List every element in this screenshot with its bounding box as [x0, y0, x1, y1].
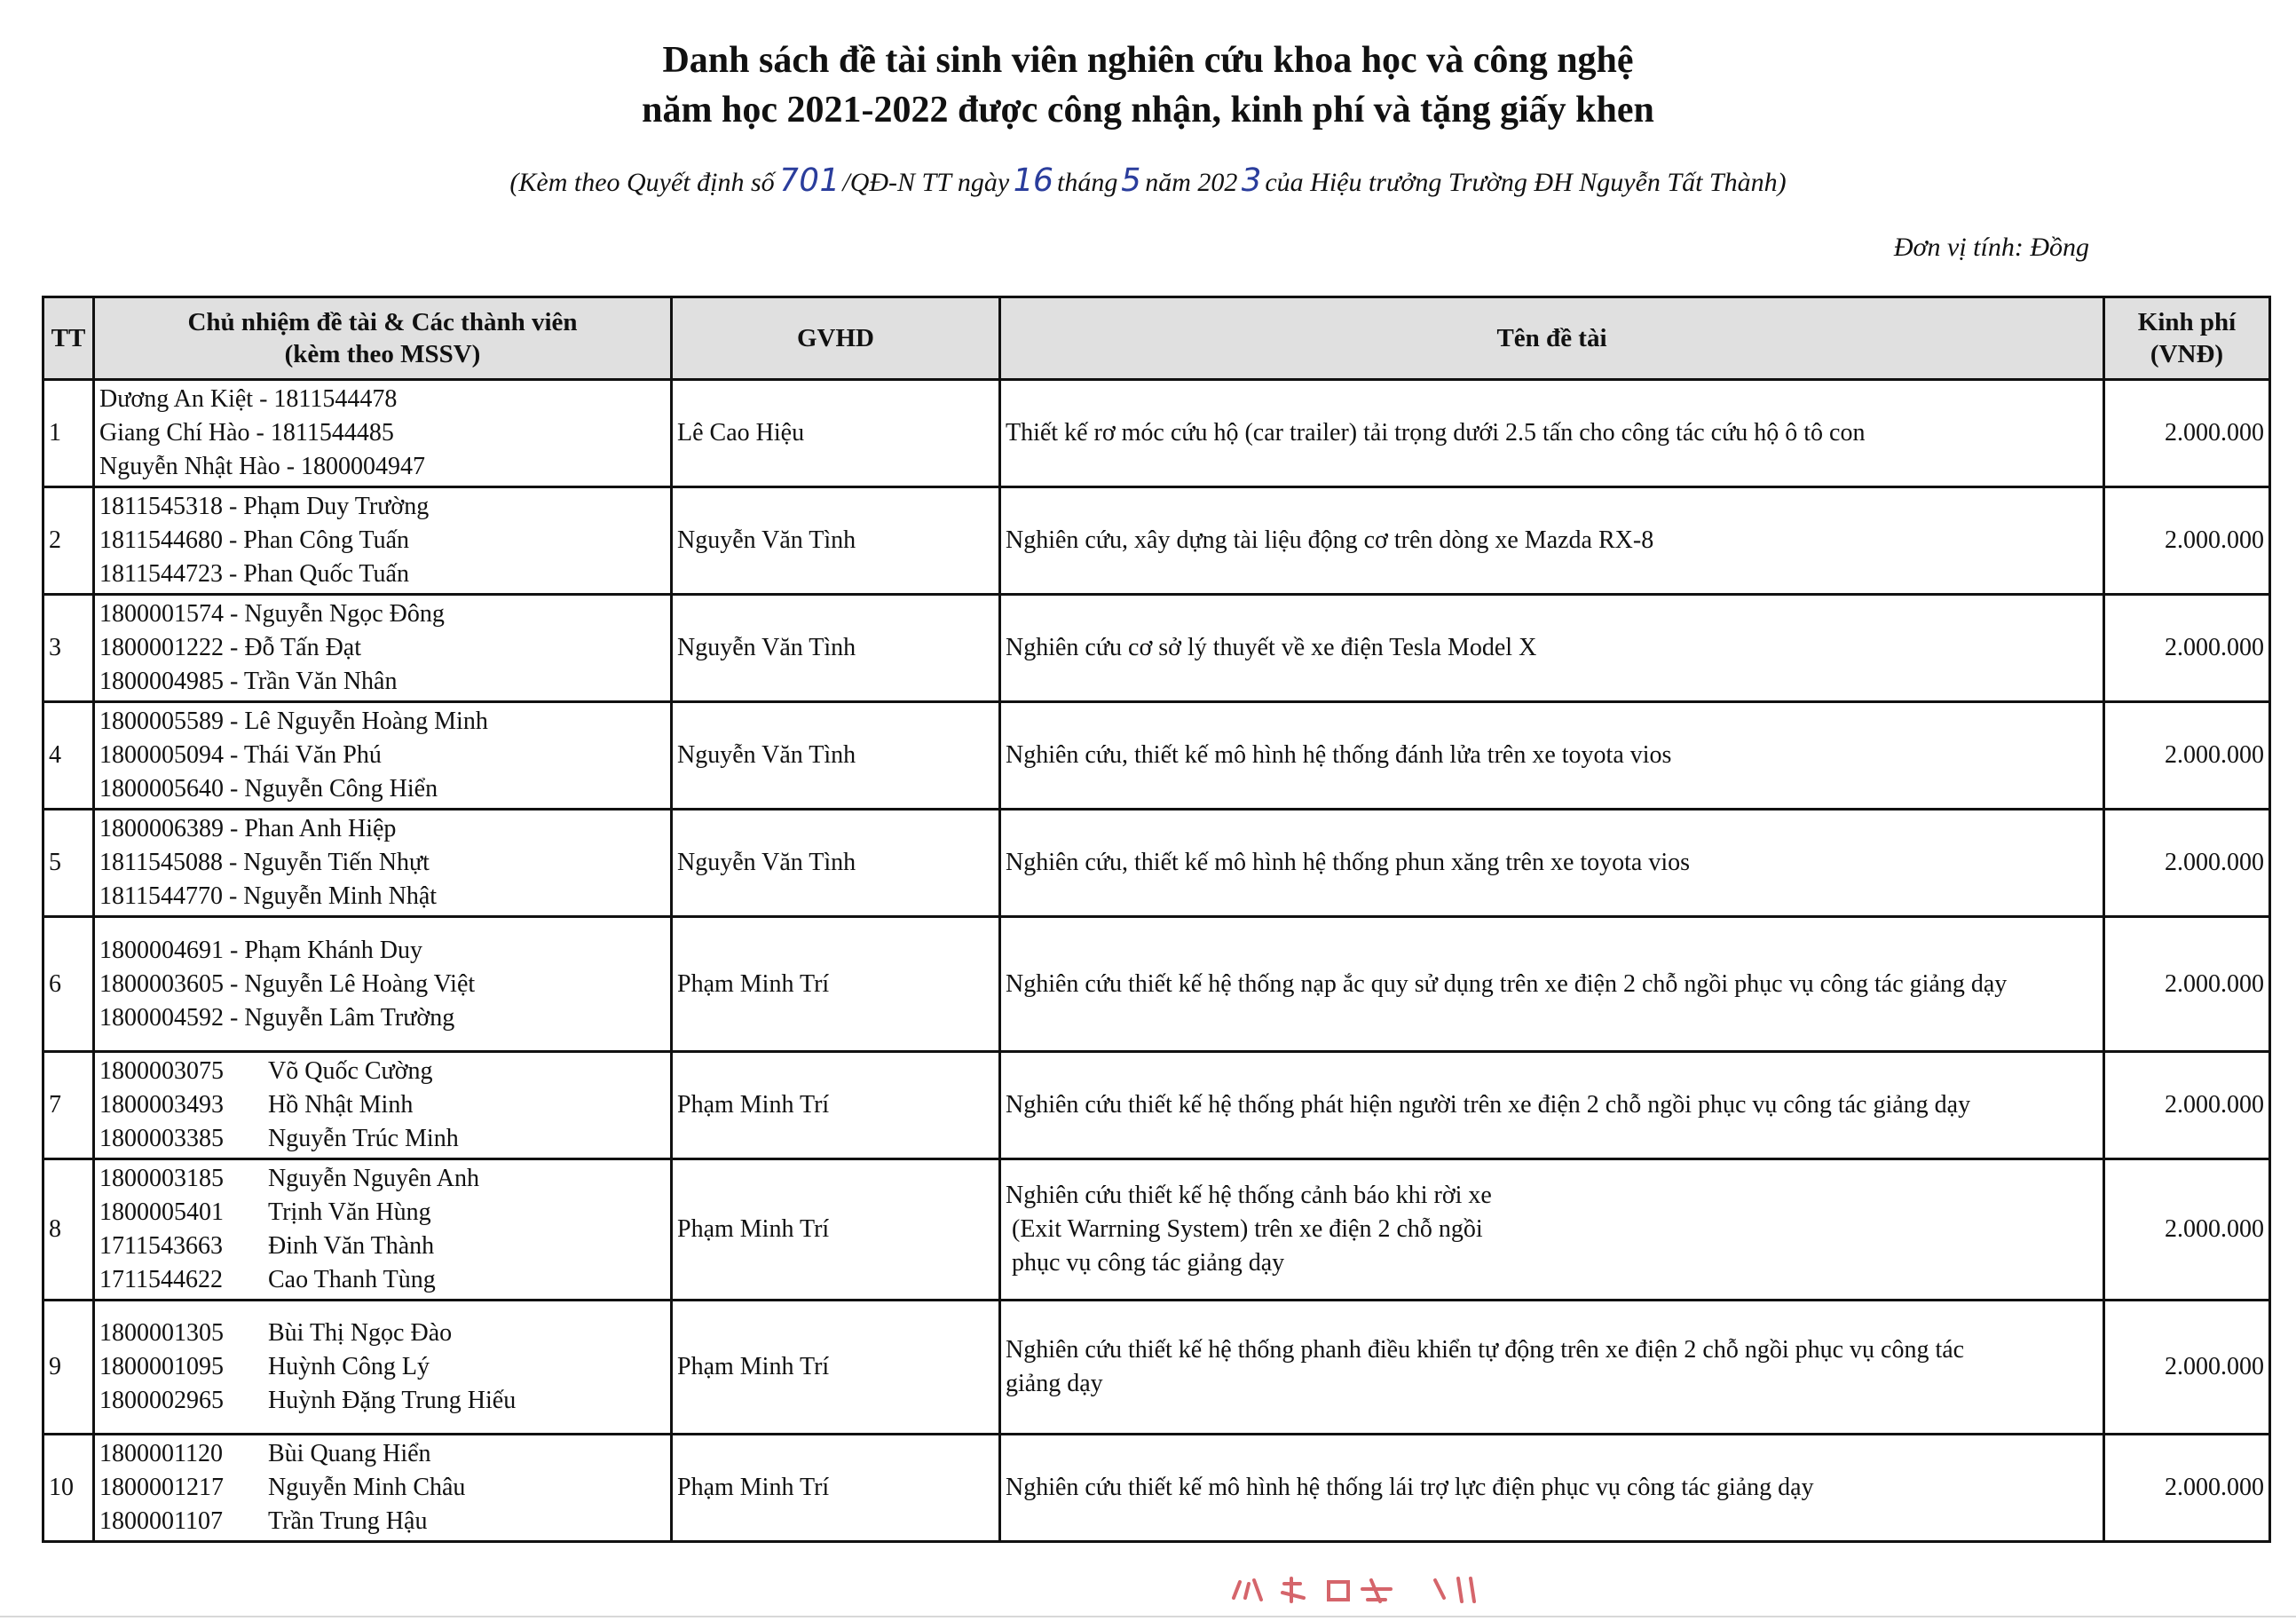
- fee-cell: 2.000.000: [2104, 917, 2270, 1052]
- member-student-id: 1800003185: [99, 1165, 224, 1192]
- member-entry: [99, 1055, 666, 1088]
- row-number: 2: [43, 487, 94, 595]
- member-entry: 1800001574 - Nguyễn Ngọc Đông: [99, 600, 445, 628]
- red-stamp-mark: [1229, 1571, 1522, 1607]
- decision-text-1: (Kèm theo Quyết định số: [509, 168, 775, 197]
- member-entry: [99, 1505, 666, 1538]
- member-name: Huỳnh Đặng Trung Hiếu: [268, 1387, 517, 1414]
- member-entry: 1800004691 - Phạm Khánh Duy: [99, 936, 422, 964]
- member-name: Bùi Quang Hiển: [268, 1440, 431, 1467]
- advisor-cell: Nguyễn Văn Tình: [672, 702, 1000, 810]
- decision-text-3: tháng: [1057, 168, 1118, 197]
- member-entry: [99, 1350, 666, 1384]
- handwritten-month: 5: [1117, 162, 1145, 199]
- topic-line: Nghiên cứu, xây dựng tài liệu động cơ trên dòng xe Mazda RX-8: [1006, 526, 1654, 554]
- decision-text-5: của Hiệu trưởng Trường ĐH Nguyễn Tất Thành): [1265, 168, 1787, 197]
- header-tt: TT: [43, 297, 94, 380]
- fee-cell: 2.000.000: [2104, 1435, 2270, 1542]
- member-entry: 1800004985 - Trần Văn Nhân: [99, 668, 398, 695]
- topic-line: Thiết kế rơ móc cứu hộ (car trailer) tải trọng dưới 2.5 tấn cho công tác cứu hộ ô tô con: [1006, 419, 1866, 447]
- member-entry: [99, 1196, 666, 1230]
- topic-line: Nghiên cứu thiết kế hệ thống cảnh báo khi rời xe: [1006, 1182, 1492, 1209]
- topic-line: Nghiên cứu, thiết kế mô hình hệ thống đánh lửa trên xe toyota vios: [1006, 741, 1672, 769]
- currency-unit-note: Đơn vị tính: Đồng: [1893, 233, 2089, 262]
- handwritten-year-digit: 3: [1237, 162, 1265, 199]
- header-topic: Tên đề tài: [1000, 297, 2104, 380]
- member-name: Hồ Nhật Minh: [268, 1091, 414, 1119]
- table-header-row: [43, 297, 2270, 380]
- member-entry: [99, 1122, 666, 1156]
- table-row: [43, 595, 2270, 702]
- advisor-cell: Phạm Minh Trí: [672, 1052, 1000, 1159]
- member-entry: [99, 1471, 666, 1505]
- table-body: [43, 380, 2270, 1542]
- member-entry: Giang Chí Hào - 1811544485: [99, 419, 394, 447]
- topic-line: Nghiên cứu thiết kế hệ thống phanh điều khiển tự động trên xe điện 2 chỗ ngồi phục vụ công tác: [1006, 1336, 1965, 1364]
- member-name: Trần Trung Hậu: [268, 1507, 428, 1535]
- member-entry: 1811544770 - Nguyễn Minh Nhật: [99, 882, 438, 910]
- fee-cell: 2.000.000: [2104, 702, 2270, 810]
- header-members-line-1: Chủ nhiệm đề tài & Các thành viên: [187, 308, 578, 336]
- topic-cell: [1000, 1159, 2104, 1301]
- topic-cell: [1000, 595, 2104, 702]
- member-entry: 1811544680 - Phan Công Tuấn: [99, 526, 410, 554]
- member-entry: Dương An Kiệt - 1811544478: [99, 385, 398, 413]
- advisor-cell: Phạm Minh Trí: [672, 917, 1000, 1052]
- member-name: Nguyễn Trúc Minh: [268, 1125, 459, 1152]
- member-student-id: 1800002965: [99, 1387, 224, 1414]
- topic-cell: [1000, 917, 2104, 1052]
- fee-cell: 2.000.000: [2104, 810, 2270, 917]
- members-cell: [94, 1435, 672, 1542]
- fee-cell: 2.000.000: [2104, 1052, 2270, 1159]
- member-entry: 1800005640 - Nguyễn Công Hiển: [99, 775, 438, 803]
- row-number: 3: [43, 595, 94, 702]
- member-entry: 1811545088 - Nguyễn Tiến Nhựt: [99, 849, 430, 876]
- member-name: Đinh Văn Thành: [268, 1232, 435, 1260]
- topic-cell: [1000, 810, 2104, 917]
- row-number: 7: [43, 1052, 94, 1159]
- member-student-id: 1800001120: [99, 1440, 223, 1467]
- header-members-line-2: (kèm theo MSSV): [284, 340, 481, 368]
- topic-cell: [1000, 1052, 2104, 1159]
- header-fee-line-2: (VNĐ): [2150, 340, 2224, 368]
- member-name: Nguyễn Nguyên Anh: [268, 1165, 479, 1192]
- member-entry: 1800006389 - Phan Anh Hiệp: [99, 815, 397, 842]
- member-entry: [99, 1317, 666, 1350]
- row-number: 6: [43, 917, 94, 1052]
- member-entry: 1800005589 - Lê Nguyễn Hoàng Minh: [99, 708, 488, 735]
- topic-line: Nghiên cứu, thiết kế mô hình hệ thống phun xăng trên xe toyota vios: [1006, 849, 1691, 876]
- member-name: Trịnh Văn Hùng: [268, 1198, 431, 1226]
- members-cell: [94, 1159, 672, 1301]
- member-name: Võ Quốc Cường: [268, 1057, 433, 1085]
- advisor-cell: Nguyễn Văn Tình: [672, 487, 1000, 595]
- topic-line: Nghiên cứu cơ sở lý thuyết về xe điện Tesla Model X: [1006, 634, 1537, 661]
- table-row: [43, 1301, 2270, 1435]
- member-student-id: 1800003385: [99, 1125, 224, 1152]
- row-number: 4: [43, 702, 94, 810]
- fee-cell: 2.000.000: [2104, 487, 2270, 595]
- topic-line: Nghiên cứu thiết kế hệ thống nạp ắc quy sử dụng trên xe điện 2 chỗ ngồi phục vụ công tác giảng dạy: [1006, 969, 2008, 998]
- title-line-2: năm học 2021-2022 được công nhận, kinh phí và tặng giấy khen: [642, 90, 1654, 130]
- header-advisor: GVHD: [672, 297, 1000, 380]
- header-fee: [2104, 297, 2270, 380]
- table-row: [43, 1435, 2270, 1542]
- table-row: [43, 487, 2270, 595]
- fee-cell: 2.000.000: [2104, 380, 2270, 487]
- advisor-cell: Nguyễn Văn Tình: [672, 595, 1000, 702]
- advisor-cell: Nguyễn Văn Tình: [672, 810, 1000, 917]
- advisor-cell: Lê Cao Hiệu: [672, 380, 1000, 487]
- member-entry: 1800004592 - Nguyễn Lâm Trường: [99, 1003, 455, 1032]
- fee-cell: 2.000.000: [2104, 1159, 2270, 1301]
- handwritten-decision-number: 701: [775, 162, 843, 199]
- members-cell: [94, 810, 672, 917]
- member-student-id: 1800001095: [99, 1353, 224, 1380]
- advisor-cell: Phạm Minh Trí: [672, 1159, 1000, 1301]
- table-row: [43, 917, 2270, 1052]
- page-bottom-edge: [0, 1616, 2296, 1617]
- member-entry: 1811545318 - Phạm Duy Trường: [99, 493, 430, 520]
- header-fee-line-1: Kinh phí: [2137, 308, 2237, 336]
- header-members: [94, 297, 672, 380]
- members-cell: [94, 380, 672, 487]
- member-entry: Nguyễn Nhật Hào - 1800004947: [99, 453, 426, 480]
- advisor-cell: Phạm Minh Trí: [672, 1301, 1000, 1435]
- row-number: 9: [43, 1301, 94, 1435]
- title-line-1: Danh sách đề tài sinh viên nghiên cứu khoa học và công nghệ: [662, 40, 1634, 81]
- member-student-id: 1800003075: [99, 1057, 224, 1085]
- topics-table: [42, 296, 2271, 1543]
- member-entry: 1800003605 - Nguyễn Lê Hoàng Việt: [99, 969, 476, 998]
- row-number: 5: [43, 810, 94, 917]
- topic-line: giảng dạy: [1006, 1370, 1103, 1397]
- table-row: [43, 702, 2270, 810]
- table-row: [43, 810, 2270, 917]
- decision-text-2: /QĐ-N TT ngày: [842, 168, 1010, 197]
- handwritten-day: 16: [1009, 162, 1057, 199]
- member-entry: [99, 1437, 666, 1471]
- fee-cell: 2.000.000: [2104, 1301, 2270, 1435]
- member-entry: 1800005094 - Thái Văn Phú: [99, 741, 382, 769]
- member-student-id: 1711544622: [99, 1266, 223, 1293]
- advisor-cell: Phạm Minh Trí: [672, 1435, 1000, 1542]
- document-title: [0, 36, 2296, 135]
- row-number: 10: [43, 1435, 94, 1542]
- fee-cell: 2.000.000: [2104, 595, 2270, 702]
- member-student-id: 1800003493: [99, 1091, 224, 1119]
- member-student-id: 1800001305: [99, 1319, 224, 1347]
- member-student-id: 1800001107: [99, 1507, 223, 1535]
- table-row: [43, 1159, 2270, 1301]
- topic-cell: [1000, 380, 2104, 487]
- topic-cell: [1000, 702, 2104, 810]
- member-entry: 1800001222 - Đỗ Tấn Đạt: [99, 634, 361, 661]
- row-number: 8: [43, 1159, 94, 1301]
- topic-cell: [1000, 1301, 2104, 1435]
- table-row: [43, 380, 2270, 487]
- member-entry: [99, 1088, 666, 1122]
- member-name: Nguyễn Minh Châu: [268, 1474, 466, 1501]
- member-student-id: 1800001217: [99, 1474, 224, 1501]
- topic-line: phục vụ công tác giảng dạy: [1006, 1249, 1285, 1277]
- members-cell: [94, 487, 672, 595]
- row-number: 1: [43, 380, 94, 487]
- table-row: [43, 1052, 2270, 1159]
- topic-cell: [1000, 1435, 2104, 1542]
- member-name: Huỳnh Công Lý: [268, 1353, 430, 1380]
- member-name: Cao Thanh Tùng: [268, 1266, 436, 1293]
- topic-line: Nghiên cứu thiết kế mô hình hệ thống lái trợ lực điện phục vụ công tác giảng dạy: [1006, 1474, 1814, 1501]
- topic-cell: [1000, 487, 2104, 595]
- members-cell: [94, 1052, 672, 1159]
- member-entry: [99, 1230, 666, 1263]
- member-entry: 1811544723 - Phan Quốc Tuấn: [99, 560, 409, 588]
- members-cell: [94, 1301, 672, 1435]
- member-entry: [99, 1263, 666, 1297]
- member-student-id: 1800005401: [99, 1198, 224, 1226]
- member-entry: [99, 1384, 666, 1418]
- topic-line: Nghiên cứu thiết kế hệ thống phát hiện người trên xe điện 2 chỗ ngồi phục vụ công tác giảng dạy: [1006, 1091, 1971, 1119]
- members-cell: [94, 702, 672, 810]
- members-cell: [94, 595, 672, 702]
- member-student-id: 1711543663: [99, 1232, 223, 1260]
- members-cell: [94, 917, 672, 1052]
- topic-line: (Exit Warrning System) trên xe điện 2 chỗ ngồi: [1006, 1215, 1483, 1243]
- member-entry: [99, 1162, 666, 1196]
- member-name: Bùi Thị Ngọc Đào: [268, 1319, 453, 1347]
- decision-text-4: năm 202: [1145, 168, 1238, 197]
- decision-reference: [0, 162, 2296, 199]
